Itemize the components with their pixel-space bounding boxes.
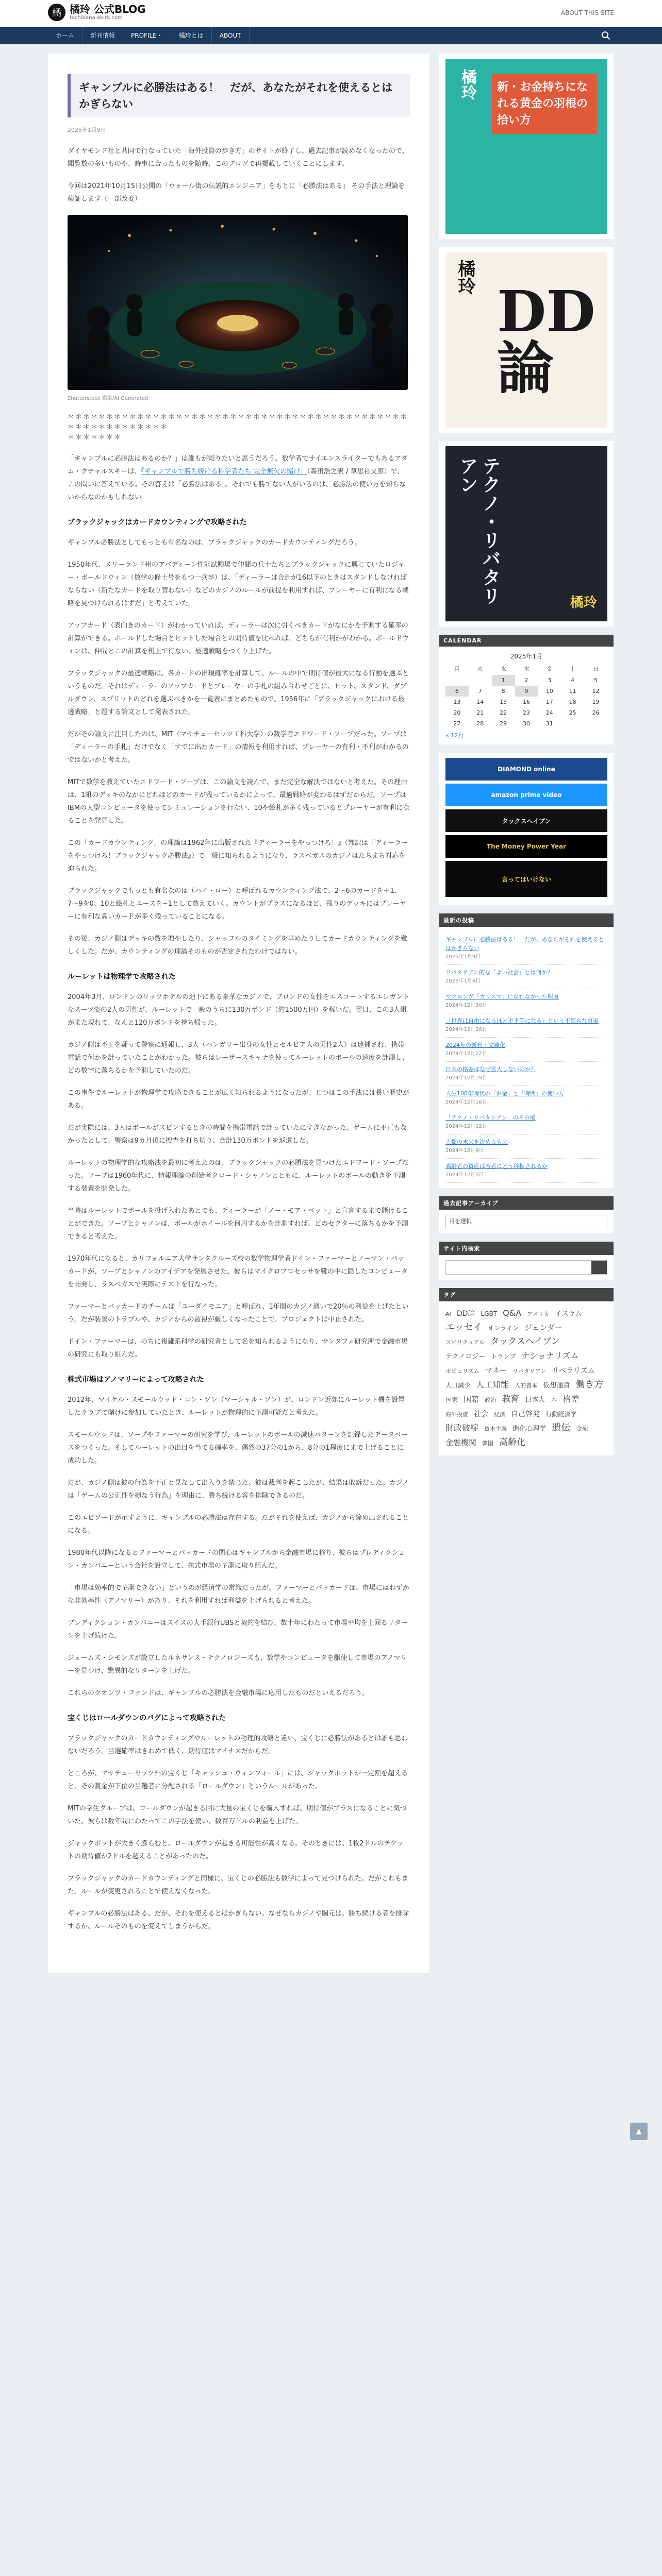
section-heading: ルーレットは物理学で攻略された <box>68 973 176 981</box>
section-paragraph: 1970年代になると、カリフォルニア大学サンタクルーズ校の数学物理学者ドイン・ファーマーとノーマン・パッカードが、ソープとシャノンのアイデアを発展させた。彼らはマイクロプロセッサを靴の中に隠したコンピュータを開発し、ラスベガスで実際にテストを行なった。 <box>68 1255 408 1289</box>
tag-link[interactable]: 本 <box>551 1396 557 1403</box>
tag-link[interactable]: 自己啓発 <box>511 1410 540 1418</box>
section-paragraph: ギャンブルの必勝法はある。だが、それを使えるとはかぎらない。なぜならカジノや胴元は、勝ち続ける者を排除するか、ルールそのものを変えてしまうからだ。 <box>68 1910 409 1930</box>
tag-link[interactable]: 行動経済学 <box>545 1411 577 1418</box>
scroll-to-top-button[interactable]: ▲ <box>630 2123 648 2140</box>
archive-select[interactable]: 月を選択 <box>445 1215 607 1228</box>
nav-item-profile[interactable]: PROFILE・ <box>123 27 171 44</box>
search-icon[interactable] <box>601 31 610 40</box>
section-paragraph: ブラックジャックのカードカウンティングやルーレットの物理的攻略と違い、宝くじに必勝法があるとは誰も思わないだろう。当選確率はきわめて低く、期待値はマイナスだからだ。 <box>68 1735 408 1755</box>
article <box>48 54 429 1973</box>
sidebar <box>439 54 614 1464</box>
search-button[interactable] <box>591 1261 607 1274</box>
section-paragraph: 1980年代以降になるとファーマーとパッカードの関心はギャンブルから金融市場に移り、彼らはプレディクション・カンパニーという会社を設立して、株式市場の予測に取り組んだ。 <box>68 1549 405 1570</box>
tag-link[interactable]: 韓国 <box>482 1440 494 1447</box>
section-paragraph: MITで数学を教えていたエドワード・ソープは、この論文を読んで、まだ完全な解決ではないと考えた。その理由は、1組のデッキのなかにどれほどのカードが残っているかによって、最適戦略が変わるはずだからだ。ソープはIBMの大型コンピュータを使ってシミュレーションを行ない、10や絵札が多く残っているとプレーヤーが有利になることを発見した。 <box>68 778 410 825</box>
separator-line: ＊＊＊＊＊＊＊＊＊＊＊＊＊＊＊＊＊＊＊＊＊＊＊＊＊＊＊＊＊＊＊＊＊＊＊＊＊＊＊＊＊＊＊＊＊＊＊＊＊＊＊＊＊＊＊＊＊ ＊＊＊＊＊＊＊ <box>68 413 408 442</box>
section-paragraph: アップカード（表向きのカード）がわかっていれば、ディーラーは次に引くべきカードがなにかを予測する確率の計算ができる。ホールドした場合とヒットした場合との期待値を比べれば、どちらが有利かがわかる。ボールドウィンは、仲間とこの計算を机上で行ない、最適戦略をつくり上げた。 <box>68 622 409 655</box>
tag-link[interactable]: 資本主義 <box>484 1426 507 1432</box>
section-paragraph: ギャンブル必勝法としてもっとも有名なのは、ブラックジャックのカードカウンティングだろう。 <box>68 539 361 547</box>
tag-link[interactable]: DD論 <box>456 1310 475 1318</box>
ads-widget <box>439 753 614 905</box>
search-input[interactable] <box>446 1261 591 1274</box>
site-subtitle: tachibana-akira.com <box>70 15 123 21</box>
tag-link[interactable]: アメリカ <box>527 1311 550 1317</box>
tag-link[interactable]: AI <box>445 1311 451 1317</box>
tag-link[interactable]: 仮想通貨 <box>543 1382 570 1389</box>
list-item[interactable]: 「テクノ・リバタリアン」のその後 2024年12月12日 <box>445 1110 607 1134</box>
tag-link[interactable]: 格差 <box>562 1394 580 1404</box>
tag-link[interactable]: ジェンダー <box>524 1323 563 1332</box>
tag-link[interactable]: 人的資本 <box>515 1382 538 1389</box>
nav-item-home[interactable]: ホーム <box>48 27 82 44</box>
section-paragraph: ブラックジャックの最適戦略は、各カードの出現確率を計算して、ルールの中で期待値が最大になる行動を選ぶというものだ。それはディーラーのアップカードとプレーヤーの手札の組み合わせごとに、ヒット、スタンド、ダブルダウン、スプリットのどれを選ぶべきかを一覧表にまとめたもので、1956年に「ブラックジャックにおける最適戦略」と題する論文として発表された。 <box>68 670 409 716</box>
main-nav <box>0 27 662 44</box>
tag-link[interactable]: エッセイ <box>445 1322 483 1333</box>
tag-link[interactable]: 働き方 <box>575 1379 604 1390</box>
banner-ad[interactable]: 言ってはいけない <box>445 861 607 897</box>
site-logo[interactable] <box>48 4 146 21</box>
calendar-caption: 2025年1月 <box>510 653 543 660</box>
section-paragraph: スモールウッドは、ソープやファーマーの研究を学び、ルーレットのボールの減速パターンを記録したデータベースをつくった。そしてルーレットの出目を当てる確率を、偶然の37分の1から、8分の1程度にまで上げることに成功した。 <box>68 1431 408 1465</box>
section-heading: 宝くじはロールダウンのバグによって攻略された <box>68 1714 226 1722</box>
tag-link[interactable]: トランプ <box>491 1353 516 1360</box>
section-paragraph: だが、カジノ側は彼の行為を不正と見なして出入りを禁じた。彼は裁判を起こしたが、結果は敗訴だった。カジノは「ゲームの公正性を損なう行為」を理由に、勝ち続ける客を排除できるのだ。 <box>68 1479 409 1500</box>
tag-link[interactable]: 海外投資 <box>445 1411 468 1418</box>
casino-roulette-illustration <box>68 215 408 390</box>
image-caption: Shutterstock 撮影/AI Generated <box>68 396 148 401</box>
banner-ad[interactable]: タックスヘイブン <box>445 809 607 832</box>
section-paragraph: だが実際には、3人はボールがスピンするときの時間を携帯電話で計っていたにすぎなかった。ゲームに不正もなかったとして、警察は9カ月後に捜査を打ち切り、合計130万ポンドを返還した。 <box>68 1124 407 1145</box>
nav-item-about-author[interactable]: 橘玲とは <box>171 27 212 44</box>
recent-posts-widget <box>439 913 614 1188</box>
intro-paragraph-3: 「ギャンブルに必勝法はあるのか？」は誰もが知りたいと思うだろう。数学者でサイエンスライターでもあるアダム・クチャルスキーは、『ギャンブルで勝ち続ける科学者たち 完全無欠の賭け』（森田浩之訳 / 草思社文庫）で、この問いに答えている。その答えは「必勝法はある」。それでも勝てない人がいるのは、必勝法の使い方を知らないからなのかもしれない。 <box>68 455 408 501</box>
section-paragraph: 1950年代、メリーランド州のアバディーン性能試験場で仲間の兵士たちとブラックジャックに興じていたロジャー・ボールドウィン（数学の修士号をもつ一兵卒）は、「ディーラーは合計が16以下のときはスタンドしなければならない（新たなカードを取り替わない）などのカジノのルールが前提を利用すれば、プレーヤーに有利になる戦略を見つけられるはずだ」と考えていた。 <box>68 561 409 607</box>
main-content <box>48 54 429 1973</box>
section-paragraph: この「カードカウンティング」の理論は1962年に出版された『ディーラーをやっつけろ！』（邦訳は『ディーラーをやっつけろ！ブラックジャック必勝法』）で一般に知られるようになり、ラスベガスのカジノはたちまち対応を迫られた。 <box>68 839 408 873</box>
about-link[interactable]: ABOUT THIS SITE <box>561 9 614 16</box>
section-roulette <box>68 971 410 1361</box>
tags-widget <box>439 1288 614 1455</box>
article-hero-image <box>68 215 408 390</box>
tag-link[interactable]: テクノロジー <box>445 1353 486 1361</box>
tag-link[interactable]: 教育 <box>502 1394 520 1404</box>
book-cover[interactable]: テクノ・リバタリアン 橘玲 <box>445 446 607 621</box>
section-paragraph: ファーマーとパッカードのチームは「ユーダイモニア」と呼ばれ、1年間のカジノ通いで20％の利益を上げたという。だが装置のトラブルや、カジノからの監視が厳しくなったことで、プロジェクトは中止された。 <box>68 1303 409 1324</box>
section-paragraph: だがその論文に注目したのは、MIT（マサチューセッツ工科大学）の数学者エドワード・ソープだった。ソープは「ディーラーの手札」だけでなく「すでに出たカード」の情報を利用すれば、プレーヤーの有利・不利がわかるのではないかと考えた。 <box>68 731 409 764</box>
section-heading: ブラックジャックはカードカウンティングで攻略された <box>68 518 247 527</box>
section-paragraph: MITの学生グループは、ロールダウンが起きる回に大量の宝くじを購入すれば、期待値がプラスになることに気づいた。彼らは数年間にわたってこの手法を使い、数百万ドルの利益を上げた。 <box>68 1805 407 1825</box>
section-paragraph: これらのクオンツ・ファンドは、ギャンブルの必勝法を金融市場に応用したものだといえるだろう。 <box>68 1689 369 1697</box>
site-title[interactable]: 橘玲 公式BLOG <box>70 3 146 15</box>
tag-link[interactable]: 経済 <box>494 1411 506 1418</box>
section-paragraph: その後、カジノ側はデッキの数を増やしたり、シャッフルのタイミングを早めたりしてカードカウンティングを難しくした。だが、カウンティングの理論そのものが否定されたわけではない。 <box>68 935 408 956</box>
tag-link[interactable]: 人工知能 <box>476 1380 509 1389</box>
section-paragraph: ジェームズ・シモンズが設立したルネサンス・テクノロジーズも、数学やコンピュータを駆使して市場のアノマリーを見つけ、驚異的なリターンを上げた。 <box>68 1654 407 1675</box>
section-heading: 株式市場はアノマリーによって攻略された <box>68 1376 204 1384</box>
list-item[interactable]: 高齢者の資産は若者にどう移転されるか 2024年12月5日 <box>445 1159 607 1183</box>
tag-link[interactable]: 社会 <box>474 1410 489 1418</box>
list-item[interactable]: ギャンブルに必勝法はある！ だが、あなたがそれを使えるとはかぎらない 2025年1月9日 <box>445 932 607 965</box>
list-item[interactable]: リバタリアン的な「よい社会」とは何か？ 2025年1月6日 <box>445 965 607 989</box>
search-widget <box>439 1242 614 1280</box>
tag-cloud <box>445 1307 607 1450</box>
list-item[interactable]: 人類の未来を決めるもの 2024年12月9日 <box>445 1134 607 1159</box>
section-paragraph: ルーレットの物理学的な攻略法を最初に考えたのは、ブラックジャックの必勝法を見つけたエドワード・ソープだった。ソープは1960年代に、情報理論の創始者クロード・シャノンとともに、ルーレットのボールの動きを予測する装置を開発した。 <box>68 1159 409 1193</box>
tag-link[interactable]: 国家 <box>445 1396 458 1403</box>
article-title: ギャンブルに必勝法はある！ だが、あなたがそれを使えるとはかぎらない <box>68 74 410 117</box>
section-paragraph: 「市場は効率的で予測できない」というのが経済学の常識だったが、ファーマーとパッカードは、市場にはわずかな非効率性（アノマリー）があり、それを利用すれば利益を上げられると考えた。 <box>68 1584 409 1605</box>
tag-link[interactable]: 国籍 <box>464 1395 479 1404</box>
banner-ad[interactable]: The Money Power Year <box>445 835 607 858</box>
tag-link[interactable]: Q&A <box>503 1308 522 1318</box>
widget-title: タグ <box>439 1288 614 1301</box>
tag-link[interactable]: スピリチュアル <box>445 1339 485 1346</box>
widget-title: 過去記事アーカイブ <box>439 1196 614 1210</box>
banner-ad[interactable]: amazon prime video <box>445 784 607 806</box>
section-paragraph: ブラックジャックのカードカウンティングと同様に、宝くじの必勝法も数学によって見つけられた。だがこれもまた、ルールが変更されることで使えなくなった。 <box>68 1875 409 1895</box>
book-widget <box>439 54 614 239</box>
section-paragraph: ところが、マサチューセッツ州の宝くじ「キャッシュ・ウィンフォール」には、ジャックポットが一定額を超えると、その賞金が下位の当選者に分配される「ロールダウン」というルールがあった。 <box>68 1770 408 1790</box>
book-link[interactable]: 『ギャンブルで勝ち続ける科学者たち 完全無欠の賭け』 <box>141 468 307 476</box>
section-paragraph: 2004年3月、ロンドンのリッツホテルの地下にある豪華なカジノで、ブロンドの女性をエスコートするエレガントなスーツ姿の2人の男性が、ルーレットで一晩のうちに130万ポンド（約1500万円）を稼いだ。翌日、この3人組がまた現れて、なんと120万ポンドを持ち帰った。 <box>68 993 410 1027</box>
section-blackjack <box>68 516 410 958</box>
tag-link[interactable]: ポピュリズム <box>445 1368 479 1375</box>
intro-paragraph-2: 今回は2021年10月15日公開の「ウォール街の伝説的エンジニア」をもとに「必勝法はある」 その手法と理論を検証します（一部改変） <box>68 182 405 203</box>
nav-item-about[interactable]: ABOUT <box>212 27 250 44</box>
tag-link[interactable]: 日本人 <box>525 1396 545 1404</box>
tag-link[interactable]: 財政破綻 <box>445 1423 479 1433</box>
tag-link[interactable]: 遺伝 <box>552 1422 571 1433</box>
section-paragraph: ジャックポットが大きく膨らむと、ロールダウンが起きる可能性が高くなる。そのときには、1枚2ドルのチケットの期待値が2ドルを超えることがあったのだ。 <box>68 1840 404 1860</box>
tag-link[interactable]: 金融機関 <box>445 1438 477 1447</box>
list-item[interactable]: 2024年の新刊・文庫化 2024年12月22日 <box>445 1038 607 1062</box>
calendar-table: 月 火 水 木 金 土 日 1 2 3 4 5 6 7 8 9 10 11 12 13 14 15 16 17 18 19 20 21 22 23 24 25 26 27 28 29 30 31 <box>445 663 607 729</box>
tag-link[interactable]: マネー <box>485 1367 507 1375</box>
section-paragraph: 当時はルーレットでボールを投げ入れたあとでも、ディーラーが「ノー・モア・ベット」と宣言するまで賭けることができた。ソープとシャノンは、ボールがホイールを何周するかを計測すれば、どのセクターに落ちるかを予測できると考えた。 <box>68 1207 408 1241</box>
section-lottery <box>68 1712 410 1933</box>
tag-link[interactable]: リバタリアン <box>512 1368 547 1375</box>
banner-ad[interactable]: DIAMOND online <box>445 758 607 781</box>
tag-link[interactable]: 政治 <box>485 1397 496 1403</box>
section-paragraph: プレディクション・カンパニーはスイスの大手銀行UBSと契約を結び、数十年にわたって市場平均を上回るリターンを上げ続けた。 <box>68 1619 408 1640</box>
tag-link[interactable]: 進化心理学 <box>512 1425 547 1433</box>
book-widget <box>439 247 614 433</box>
nav-item-new-books[interactable]: 新刊情報 <box>82 27 123 44</box>
tag-link[interactable]: イスラム <box>555 1310 582 1318</box>
section-paragraph: カジノ側は不正を疑って警察に通報し、3人（ハンガリー出身の女性とセルビア人の男性2人）は逮捕され、携帯電話で何かを計っていたことがわかった。彼らはレーザースキャナを使ってルーレットのボールの速度を計測し、どの数字に落ちるかを予測していたのだ。 <box>68 1041 409 1075</box>
section-paragraph: 2012年、マイケル・スモールウッド・コン・ソン（マーシャル・ソン）が、ロンドン近郊にルーレット機を設置したクラブで賭けに参加していたとき、ルーレットが物理的に予測可能だと考えた。 <box>68 1396 405 1417</box>
tag-link[interactable]: リベラリズム <box>552 1367 595 1375</box>
widget-title: サイト内検索 <box>439 1242 614 1255</box>
tag-link[interactable]: ナショナリズム <box>521 1351 579 1361</box>
intro-paragraph-1: ダイヤモンド社と共同で行なっていた「海外投資の歩き方」のサイトが終了し、過去記事が読めなくなったので、閲覧数の多いものや、時事に合ったものを随時、このブログで再掲載していくことにします。 <box>68 147 409 168</box>
list-item[interactable]: 日本の格差はなぜ拡大しないのか？ 2024年12月19日 <box>445 1062 607 1086</box>
article-date: 2025年1月9日 <box>68 127 106 133</box>
list-item[interactable]: マクロンが「カリスマ」になれなかった理由 2024年12月30日 <box>445 989 607 1013</box>
section-paragraph: このエピソードが示すように、ギャンブルの必勝法は存在する。だがそれを使えば、カジノから締め出されることになる。 <box>68 1514 409 1535</box>
calendar-prev-link[interactable]: « 12月 <box>445 732 464 739</box>
book-widget <box>439 441 614 626</box>
calendar-widget <box>439 635 614 744</box>
tag-link[interactable]: 高齢化 <box>499 1437 526 1448</box>
list-item[interactable]: 「世界は自由になるほど不平等になる」という不都合な真実 2024年12月26日 <box>445 1013 607 1038</box>
section-paragraph: ドイン・ファーマーは、のちに複雑系科学の研究者として名を知られるようになり、サンタフェ研究所で金融市場の研究にも取り組んだ。 <box>68 1338 408 1359</box>
widget-title: 最新の投稿 <box>439 913 614 927</box>
list-item[interactable]: 人生100年時代の「お金」と「時間」の使い方 2024年12月16日 <box>445 1086 607 1110</box>
archive-widget <box>439 1196 614 1233</box>
section-paragraph: この事件でルーレットが物理学で攻略できることが広く知られるようになったが、じつはこの手法には長い歴史がある。 <box>68 1089 409 1110</box>
tag-link[interactable]: 人口減少 <box>445 1382 471 1389</box>
tag-link[interactable]: タックスヘイブン <box>490 1336 560 1347</box>
book-cover[interactable]: 橘玲 DD論 <box>445 252 607 428</box>
section-paragraph: ブラックジャックでもっとも有名なのは（ハイ・ロー）と呼ばれるカウンティング法で、2〜6のカードを＋1、7〜9を0、10と絵札とエースを−1として数えていく。カウントがプラスになるほど、残りのデッキにはプレーヤーに有利な高いカードが多く残っていることになる。 <box>68 887 406 921</box>
section-stock-market <box>68 1374 410 1700</box>
tag-link[interactable]: オンライン <box>488 1325 519 1332</box>
tag-link[interactable]: 金融 <box>576 1425 589 1432</box>
book-cover[interactable]: 橘玲 新・お金持ちになれる黄金の羽根の拾い方 <box>445 59 607 234</box>
site-header <box>0 0 662 27</box>
tag-link[interactable]: LGBT <box>481 1310 498 1317</box>
logo-icon: 橘 <box>48 4 65 21</box>
widget-title: CALENDAR <box>439 635 614 647</box>
